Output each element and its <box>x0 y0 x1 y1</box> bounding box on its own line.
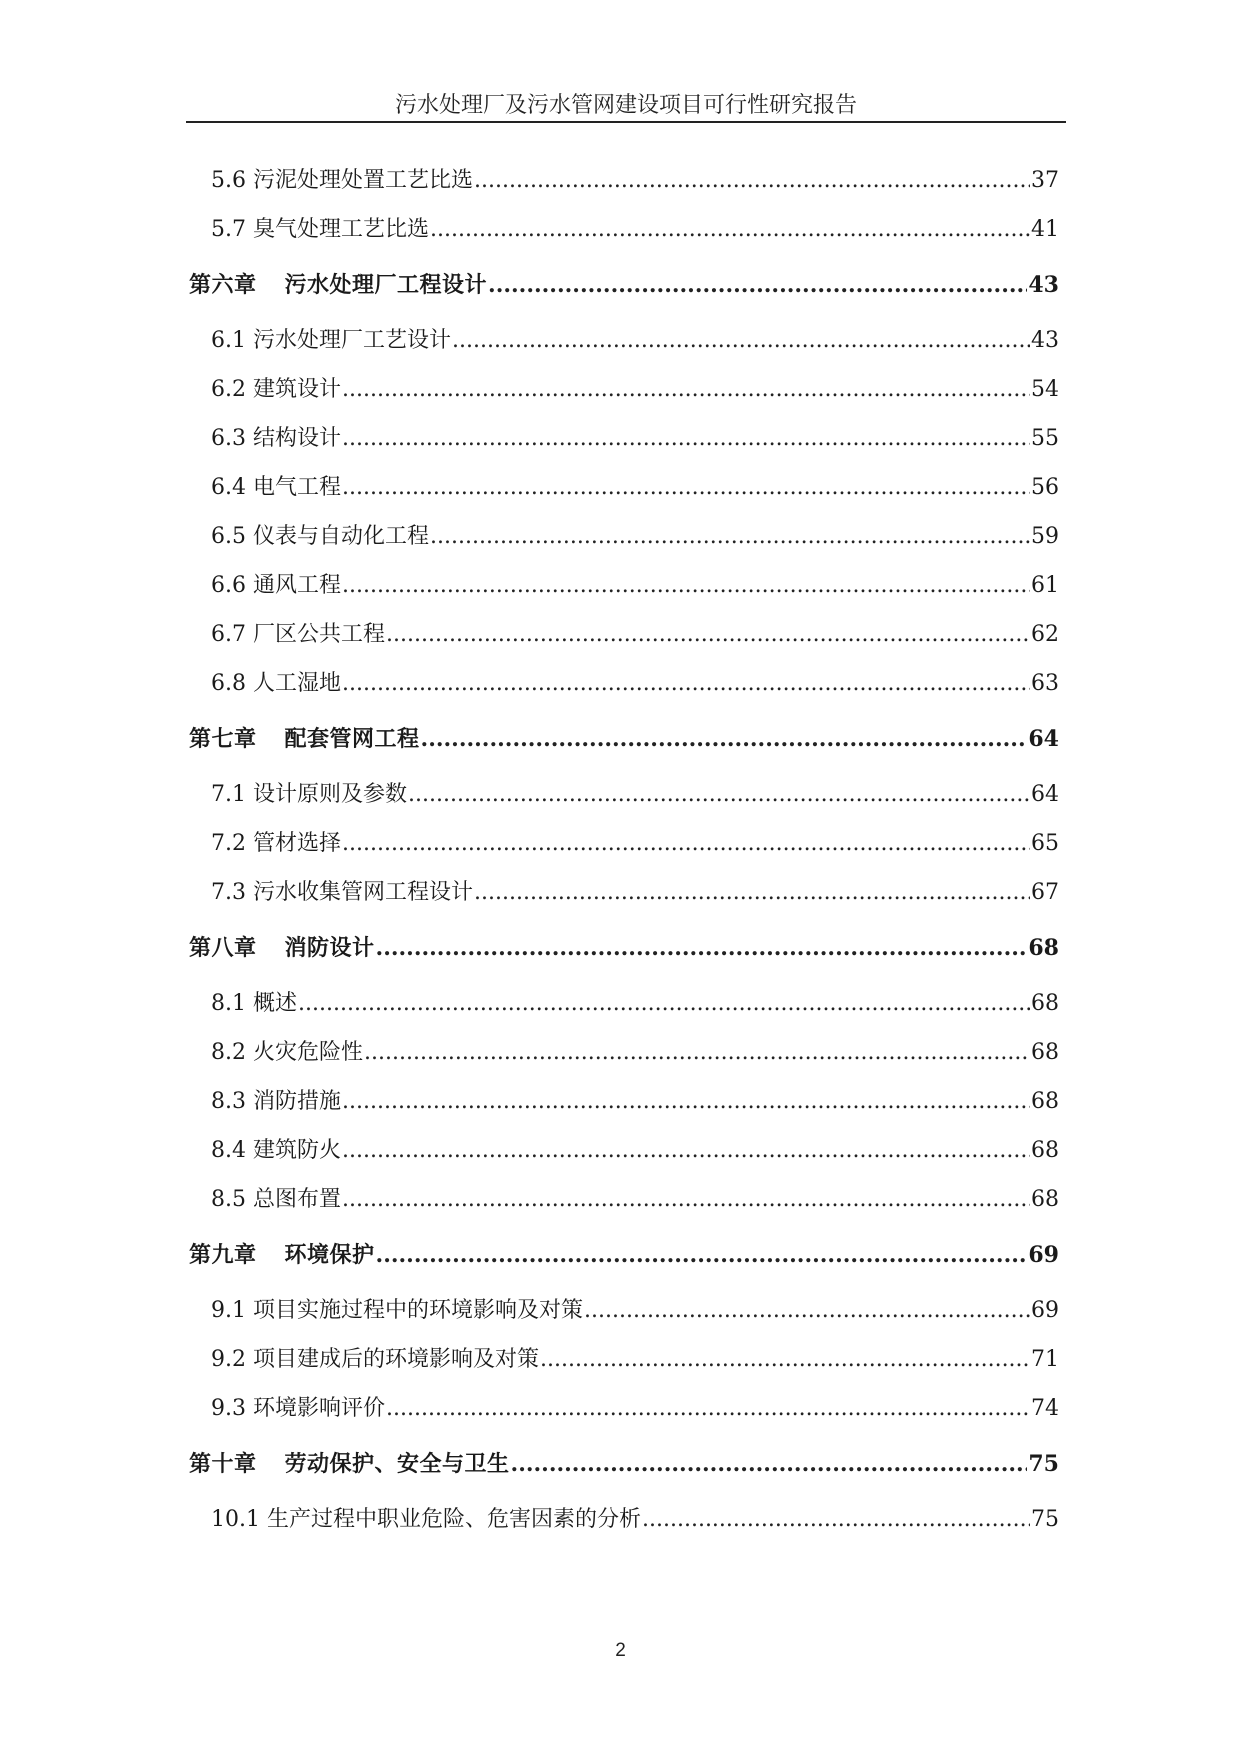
toc-entry-title: 臭气处理工艺比选 <box>253 217 430 242</box>
toc-entry-title: 环境影响评价 <box>253 1396 386 1421</box>
toc-section-entry[interactable] <box>189 316 1059 365</box>
toc-entry-title: 项目建成后的环境影响及对策 <box>253 1347 540 1372</box>
dot-leader <box>364 1028 1030 1077</box>
toc-entry-page: 63 <box>1031 671 1059 696</box>
toc-entry-title: 污泥处理处置工艺比选 <box>253 168 474 193</box>
toc-entry-number: 9.2 <box>211 1347 246 1372</box>
toc-entry-label <box>211 463 341 512</box>
toc-section-entry[interactable] <box>189 770 1059 819</box>
toc-entry-title: 污水收集管网工程设计 <box>253 880 474 905</box>
toc-entry-title: 结构设计 <box>253 426 342 451</box>
toc-entry-page: 68 <box>1031 1187 1059 1212</box>
toc-entry-number: 第九章 <box>189 1242 257 1268</box>
toc-entry-title: 管材选择 <box>253 831 342 856</box>
toc-entry-page: 43 <box>1031 328 1059 353</box>
toc-section-entry[interactable] <box>189 1384 1059 1433</box>
toc-entry-label <box>211 1175 341 1224</box>
toc-entry-label <box>211 770 407 819</box>
toc-entry-label <box>211 316 451 365</box>
header-rule <box>186 121 1066 123</box>
table-of-contents <box>189 156 1059 1544</box>
toc-section-entry[interactable] <box>189 868 1059 917</box>
toc-entry-page: 54 <box>1031 377 1059 402</box>
toc-entry-page: 67 <box>1031 880 1059 905</box>
toc-chapter-entry[interactable] <box>189 254 1059 316</box>
toc-chapter-entry[interactable] <box>189 1433 1059 1495</box>
dot-leader <box>386 1384 1030 1433</box>
toc-entry-title: 配套管网工程 <box>284 726 420 752</box>
dot-leader <box>376 917 1028 979</box>
toc-entry-page: 74 <box>1031 1396 1059 1421</box>
toc-section-entry[interactable] <box>189 1495 1059 1544</box>
toc-section-entry[interactable] <box>189 659 1059 708</box>
toc-entry-page: 71 <box>1031 1347 1059 1372</box>
dot-leader <box>342 561 1030 610</box>
toc-section-entry[interactable] <box>189 979 1059 1028</box>
toc-entry-number: 5.6 <box>211 168 246 193</box>
toc-chapter-entry[interactable] <box>189 1224 1059 1286</box>
toc-entry-label <box>211 512 429 561</box>
toc-section-entry[interactable] <box>189 1028 1059 1077</box>
toc-entry-number: 9.3 <box>211 1396 246 1421</box>
toc-entry-page: 64 <box>1031 782 1059 807</box>
toc-entry-page: 61 <box>1031 573 1059 598</box>
toc-entry-number: 第八章 <box>189 935 257 961</box>
toc-entry-number: 5.7 <box>211 217 246 242</box>
toc-entry-page: 56 <box>1031 475 1059 500</box>
toc-section-entry[interactable] <box>189 512 1059 561</box>
toc-section-entry[interactable] <box>189 1175 1059 1224</box>
dot-leader <box>342 414 1030 463</box>
dot-leader <box>298 979 1030 1028</box>
toc-entry-title: 建筑防火 <box>253 1138 342 1163</box>
toc-entry-label <box>211 819 341 868</box>
toc-entry-page: 69 <box>1031 1298 1059 1323</box>
toc-entry-label <box>211 610 385 659</box>
toc-entry-page: 64 <box>1028 726 1059 752</box>
toc-entry-title: 消防措施 <box>253 1089 342 1114</box>
toc-entry-number: 7.2 <box>211 831 246 856</box>
dot-leader <box>342 659 1030 708</box>
toc-section-entry[interactable] <box>189 1286 1059 1335</box>
dot-leader <box>342 463 1030 512</box>
toc-entry-title: 仪表与自动化工程 <box>253 524 430 549</box>
dot-leader <box>474 868 1030 917</box>
toc-section-entry[interactable] <box>189 156 1059 205</box>
toc-entry-title: 生产过程中职业危险、危害因素的分析 <box>266 1507 641 1532</box>
toc-entry-number: 8.2 <box>211 1040 246 1065</box>
dot-leader <box>511 1433 1028 1495</box>
dot-leader <box>430 205 1030 254</box>
toc-entry-number: 6.3 <box>211 426 246 451</box>
toc-entry-page: 68 <box>1031 991 1059 1016</box>
toc-entry-number: 8.4 <box>211 1138 246 1163</box>
toc-entry-page: 75 <box>1031 1507 1059 1532</box>
toc-entry-label <box>211 1126 341 1175</box>
toc-entry-label <box>211 868 473 917</box>
toc-entry-title: 厂区公共工程 <box>253 622 386 647</box>
toc-section-entry[interactable] <box>189 1077 1059 1126</box>
dot-leader <box>540 1335 1030 1384</box>
toc-entry-label <box>211 1077 341 1126</box>
toc-entry-page: 68 <box>1031 1138 1059 1163</box>
dot-leader <box>342 1077 1030 1126</box>
toc-entry-label <box>211 561 341 610</box>
toc-entry-label <box>211 365 341 414</box>
dot-leader <box>408 770 1030 819</box>
toc-entry-title: 污水处理厂工艺设计 <box>253 328 452 353</box>
toc-entry-page: 68 <box>1031 1040 1059 1065</box>
toc-entry-page: 68 <box>1028 935 1059 961</box>
page-header: 污水处理厂及污水管网建设项目可行性研究报告 <box>394 93 857 118</box>
toc-entry-label <box>211 414 341 463</box>
toc-entry-title: 火灾危险性 <box>253 1040 364 1065</box>
dot-leader <box>474 156 1030 205</box>
toc-entry-label <box>211 205 429 254</box>
toc-entry-page: 43 <box>1028 272 1059 298</box>
toc-section-entry[interactable] <box>189 610 1059 659</box>
toc-entry-title: 消防设计 <box>284 935 375 961</box>
toc-entry-number: 6.4 <box>211 475 246 500</box>
toc-entry-number: 6.6 <box>211 573 246 598</box>
toc-entry-label <box>189 708 420 770</box>
toc-entry-page: 41 <box>1031 217 1059 242</box>
page-number: 2 <box>615 1640 626 1661</box>
toc-entry-number: 9.1 <box>211 1298 246 1323</box>
toc-entry-page: 37 <box>1031 168 1059 193</box>
toc-entry-label <box>189 1224 375 1286</box>
toc-section-entry[interactable] <box>189 1126 1059 1175</box>
toc-entry-page: 62 <box>1031 622 1059 647</box>
dot-leader <box>376 1224 1028 1286</box>
toc-entry-label <box>189 1433 510 1495</box>
toc-entry-label <box>211 1028 363 1077</box>
toc-entry-page: 68 <box>1031 1089 1059 1114</box>
toc-entry-label <box>211 979 297 1028</box>
toc-entry-number: 8.5 <box>211 1187 246 1212</box>
toc-entry-title: 建筑设计 <box>253 377 342 402</box>
toc-chapter-entry[interactable] <box>189 917 1059 979</box>
dot-leader <box>584 1286 1030 1335</box>
toc-chapter-entry[interactable] <box>189 708 1059 770</box>
dot-leader <box>430 512 1030 561</box>
toc-entry-page: 75 <box>1028 1451 1059 1477</box>
dot-leader <box>342 365 1030 414</box>
toc-entry-label <box>211 1335 539 1384</box>
toc-entry-title: 项目实施过程中的环境影响及对策 <box>253 1298 584 1323</box>
toc-entry-number: 6.8 <box>211 671 246 696</box>
toc-entry-label <box>211 1286 583 1335</box>
dot-leader <box>452 316 1030 365</box>
toc-section-entry[interactable] <box>189 463 1059 512</box>
toc-entry-number: 第十章 <box>189 1451 257 1477</box>
toc-entry-title: 总图布置 <box>253 1187 342 1212</box>
toc-entry-number: 7.3 <box>211 880 246 905</box>
toc-entry-title: 设计原则及参数 <box>253 782 408 807</box>
toc-entry-title: 人工湿地 <box>253 671 342 696</box>
toc-entry-number: 6.5 <box>211 524 246 549</box>
toc-section-entry[interactable] <box>189 561 1059 610</box>
toc-entry-title: 通风工程 <box>253 573 342 598</box>
toc-entry-label <box>211 659 341 708</box>
toc-entry-page: 65 <box>1031 831 1059 856</box>
toc-entry-label <box>211 1495 641 1544</box>
toc-entry-number: 6.1 <box>211 328 246 353</box>
toc-section-entry[interactable] <box>189 414 1059 463</box>
toc-section-entry[interactable] <box>189 819 1059 868</box>
toc-entry-title: 污水处理厂工程设计 <box>284 272 488 298</box>
toc-entry-page: 59 <box>1031 524 1059 549</box>
toc-entry-number: 10.1 <box>211 1507 260 1532</box>
toc-entry-number: 8.3 <box>211 1089 246 1114</box>
toc-entry-title: 电气工程 <box>253 475 342 500</box>
toc-entry-page: 55 <box>1031 426 1059 451</box>
toc-entry-label <box>211 1384 385 1433</box>
dot-leader <box>342 1126 1030 1175</box>
toc-entry-number: 6.2 <box>211 377 246 402</box>
toc-entry-title: 劳动保护、安全与卫生 <box>284 1451 510 1477</box>
toc-entry-label <box>211 156 473 205</box>
toc-entry-title: 环境保护 <box>284 1242 375 1268</box>
dot-leader <box>342 819 1030 868</box>
dot-leader <box>342 1175 1030 1224</box>
dot-leader <box>386 610 1030 659</box>
toc-entry-page: 69 <box>1028 1242 1059 1268</box>
toc-entry-number: 6.7 <box>211 622 246 647</box>
dot-leader <box>488 254 1027 316</box>
toc-entry-number: 8.1 <box>211 991 246 1016</box>
toc-entry-number: 第七章 <box>189 726 257 752</box>
toc-section-entry[interactable] <box>189 205 1059 254</box>
dot-leader <box>642 1495 1030 1544</box>
toc-section-entry[interactable] <box>189 1335 1059 1384</box>
toc-entry-label <box>189 254 487 316</box>
toc-entry-number: 第六章 <box>189 272 257 298</box>
toc-entry-title: 概述 <box>253 991 298 1016</box>
dot-leader <box>421 708 1028 770</box>
toc-entry-number: 7.1 <box>211 782 246 807</box>
toc-entry-label <box>189 917 375 979</box>
toc-section-entry[interactable] <box>189 365 1059 414</box>
